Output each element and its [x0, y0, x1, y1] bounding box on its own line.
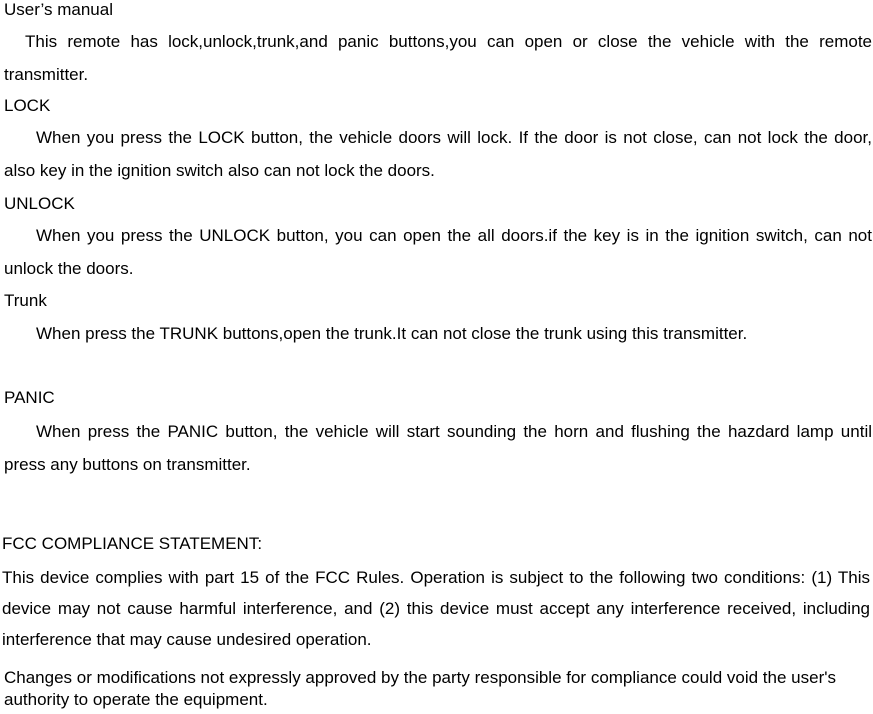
fcc-changes-notice: Changes or modifications not expressly approved by the party responsible for compliance could void the user's authority to operate the equipment.: [4, 668, 836, 709]
section-text-lock: When you press the LOCK button, the vehicle doors will lock. If the door is not close, can not lock the door, also key in the ignition switch also can not lock the doors.: [4, 128, 872, 180]
section-text-unlock: When you press the UNLOCK button, you can open the all doors.if the key is in the ignition switch, can not unlock the doors.: [4, 226, 872, 278]
section-heading-lock: LOCK: [4, 96, 51, 115]
section-heading-trunk: Trunk: [4, 291, 47, 310]
section-text-trunk: When press the TRUNK buttons,open the trunk.It can not close the trunk using this transmitter.: [36, 324, 748, 343]
manual-intro: This remote has lock,unlock,trunk,and panic buttons,you can open or close the vehicle with the remote transmitter.: [4, 32, 872, 84]
section-heading-panic: PANIC: [4, 388, 55, 407]
section-heading-unlock: UNLOCK: [4, 194, 75, 213]
section-text-panic: When press the PANIC button, the vehicle will start sounding the horn and flushing the hazdard lamp until press any buttons on transmitter.: [4, 422, 872, 474]
manual-title: User’s manual: [4, 0, 113, 19]
fcc-title: FCC COMPLIANCE STATEMENT:: [2, 534, 263, 553]
fcc-statement: This device complies with part 15 of the FCC Rules. Operation is subject to the following two conditions: (1) This device may not cause harmful interference, and (2) this device must accept any interference received, including interference that may cause undesired operation.: [2, 568, 870, 649]
